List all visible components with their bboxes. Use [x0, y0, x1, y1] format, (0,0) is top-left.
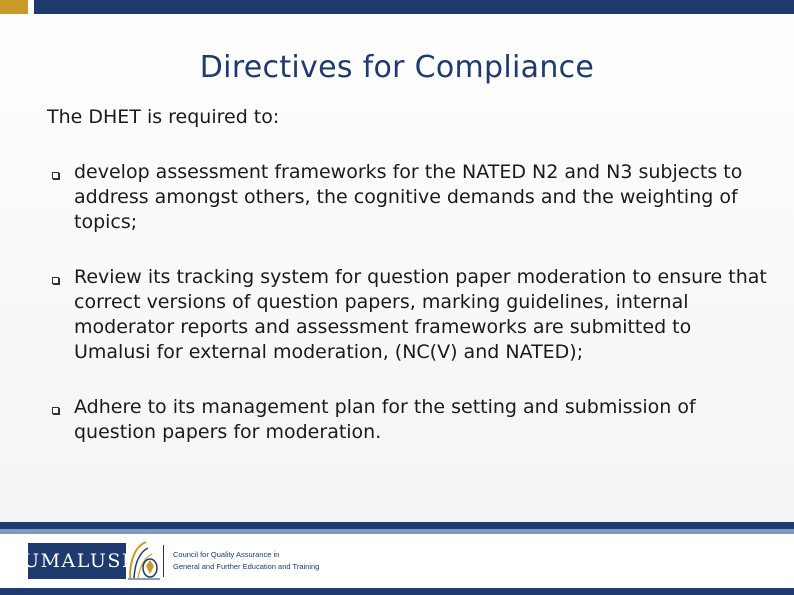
square-bullet-icon [52, 172, 59, 179]
tagline-line-1: Council for Quality Assurance in [173, 550, 280, 559]
umalusi-tagline [173, 549, 319, 573]
top-accent-bar [0, 0, 794, 14]
bullet-item [52, 265, 772, 365]
square-bullet-icon [52, 407, 59, 414]
square-bullet-icon [52, 277, 59, 284]
bullet-list [52, 160, 772, 445]
bullet-text: Review its tracking system for question paper moderation to ensure that correct versions of question papers, marking guidelines, internal moderator reports and assessment frameworks are submitted to Umalusi for external moderation, (NC(V) and NATED); [74, 266, 767, 363]
intro-text: The DHET is required to: [47, 106, 280, 128]
bullet-text: develop assessment frameworks for the NATED N2 and N3 subjects to address amongst others, the cognitive demands and the weighting of topics; [74, 161, 743, 233]
bullet-item [52, 395, 772, 445]
logo-divider [163, 545, 164, 577]
bullet-text: Adhere to its management plan for the setting and submission of question papers for moderation. [74, 396, 696, 443]
footer-stripe-dark [0, 522, 794, 529]
bullet-item [52, 160, 772, 235]
top-bar-blue-segment [34, 0, 794, 14]
tagline-line-2: General and Further Education and Training [173, 562, 320, 571]
umalusi-logo-wordmark: UMALUSI [28, 543, 126, 579]
footer-stripe-light [0, 529, 794, 534]
slide-title: Directives for Compliance [199, 50, 595, 86]
footer-bottom-bar [0, 588, 794, 595]
footer-divider-stripes [0, 522, 794, 534]
umalusi-emblem-icon [126, 538, 162, 582]
